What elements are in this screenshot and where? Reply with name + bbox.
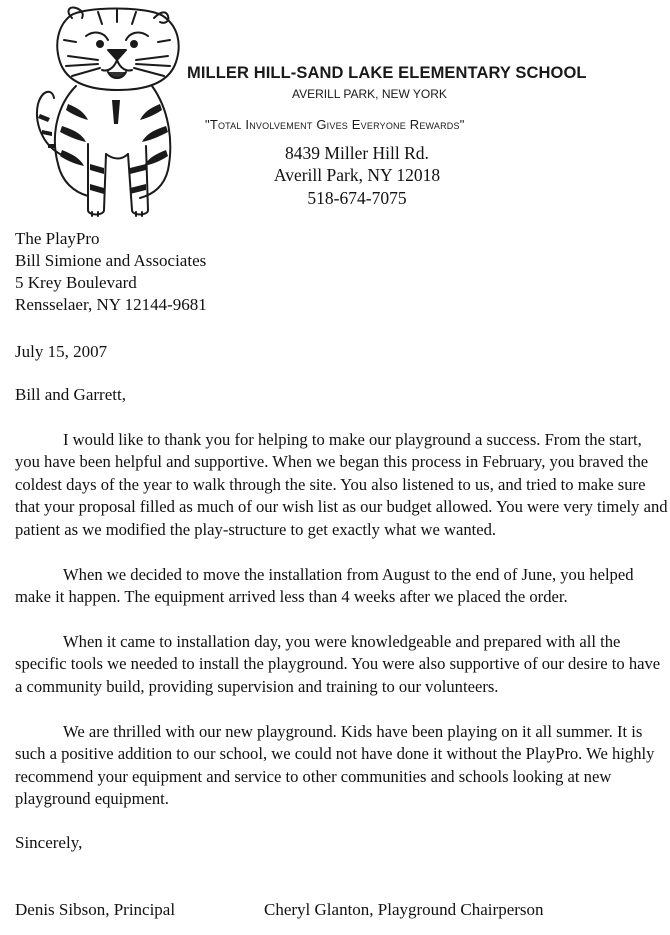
recipient-street: 5 Krey Boulevard	[15, 273, 137, 292]
body-paragraph-2: When we decided to move the installation from August to the end of June, you helped make it happen. The equipment arrived less than 4 weeks after we placed the order.	[15, 565, 634, 607]
school-motto: "Total Involvement Gives Everyone Rewards"	[205, 117, 465, 132]
school-phone: 518-674-7075	[307, 188, 407, 208]
closing: Sincerely,	[15, 833, 83, 852]
signature-principal: Denis Sibson, Principal	[15, 900, 176, 919]
body-paragraph-4: We are thrilled with our new playground. Kids have been playing on it all summer. It is such a positive addition to our school, we could not have done it without the PlayPro. We highly recommend your equipment and service to other communities and schools looking at new playground equipment.	[15, 722, 655, 809]
school-city-state-zip: Averill Park, NY 12018	[273, 165, 441, 185]
recipient-name: Bill Simione and Associates	[15, 251, 207, 270]
letter-date: July 15, 2007	[15, 342, 108, 361]
salutation: Bill and Garrett,	[15, 385, 126, 404]
school-name: MILLER HILL-SAND LAKE ELEMENTARY SCHOOL	[187, 64, 587, 82]
body-paragraph-3: When it came to installation day, you were knowledgeable and prepared with all the specific tools we needed to install the playground. You were also supportive of our desire to have a community build, providing supervision and training to our volunteers.	[15, 632, 661, 696]
body-paragraph-1: I would like to thank you for helping to make our playground a success. From the start, you have been helpful and supportive. When we began this process in February, you braved the coldest days of the year to walk through the site. You also listened to us, and tried to make sure that your proposal filled as much of our wish list as our budget allowed. You were very timely and patient as we modified the play-structure to get exactly what we wanted.	[15, 430, 668, 539]
school-street-address: 8439 Miller Hill Rd.	[285, 143, 429, 163]
school-city: AVERILL PARK, NEW YORK	[292, 87, 447, 101]
signature-chairperson: Cheryl Glanton, Playground Chairperson	[264, 900, 544, 919]
recipient-city: Rensselaer, NY 12144-9681	[15, 295, 207, 314]
recipient-company: The PlayPro	[15, 229, 100, 248]
